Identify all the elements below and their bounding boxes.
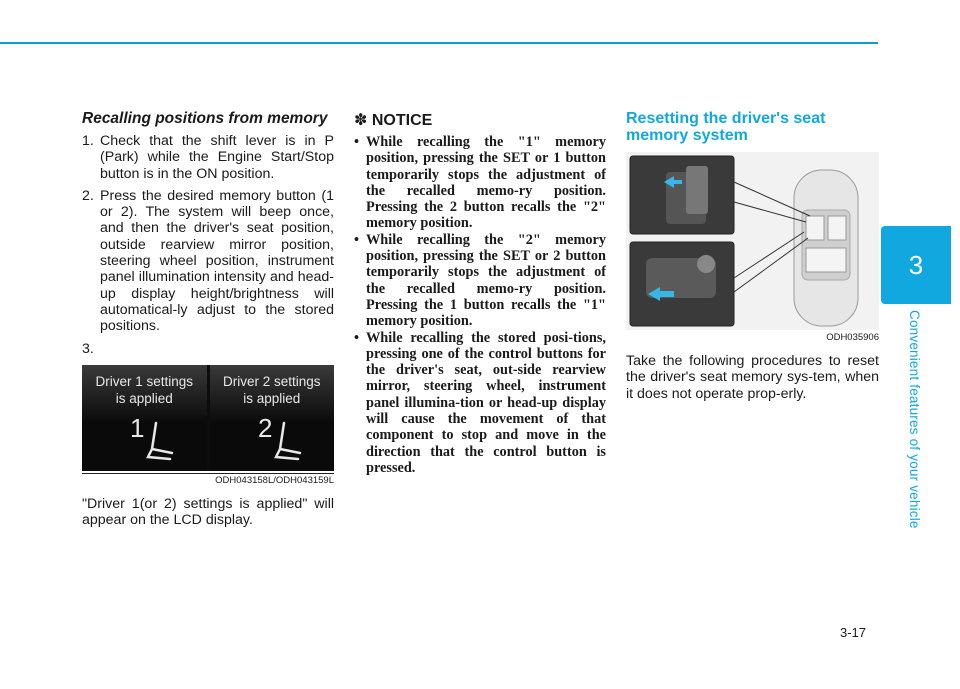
lcd-display-image: [82, 365, 334, 471]
reset-description: Take the following procedures to reset the driver's seat memory sys-tem, when it does not operate prop-erly.: [626, 353, 879, 402]
lcd-description: "Driver 1(or 2) settings is applied" will appear on the LCD display.: [82, 495, 334, 529]
step-3: 3.: [82, 340, 94, 357]
lcd-panel-driver-2: Driver 2 settings is applied 2: [210, 365, 335, 471]
chapter-number: 3: [908, 249, 924, 280]
lcd-panel-driver-1: Driver 1 settings is applied 1: [82, 365, 207, 471]
page-number: 3-17: [840, 625, 867, 640]
svg-text:1: 1: [130, 414, 145, 443]
recall-heading: Recalling positions from memory: [82, 110, 328, 127]
step-2: 2. Press the desired memory button (1 or 2). The system will beep once, and then the driver's seat position, outside rearview mirror position, steering wheel position, instrument panel illumination intensity and head-up display height/brightness will automatical-ly adjust to the stored positions.: [82, 187, 334, 335]
reset-heading: Resetting the driver's seat memory system: [626, 110, 826, 144]
column-notice: [354, 110, 606, 476]
notice-heading: ✽ NOTICE: [354, 112, 433, 129]
seat-memory-1-icon: [126, 415, 186, 463]
column-recall: [82, 110, 334, 534]
seat-memory-figure: [626, 152, 879, 330]
car-door-controls-illustration: [626, 152, 879, 330]
notice-list: [354, 134, 606, 476]
column-reset: [626, 110, 879, 408]
notice-item: • While recalling the "2" memory position, pressing the SET or 2 button temporarily stops the adjustment of the recalled memo-ry position. Pressing the 1 button recalls the "1" memory position.: [354, 231, 606, 330]
notice-item: • While recalling the stored posi-tions, pressing one of the control buttons for the driver's seat, out-side rearview mirror, steering wheel, instrument panel illumina-tion or head-up display will cause the movement of that component to stop and move in the direction that the control button is pressed.: [354, 329, 606, 476]
chapter-label: Convenient features of your vehicle: [907, 310, 922, 529]
lcd-image-code: ODH043158L/ODH043159L: [82, 473, 334, 486]
top-rule: [0, 42, 878, 44]
seat-memory-2-icon: [254, 415, 314, 463]
chapter-tab: [881, 226, 951, 304]
notice-item: • While recalling the "1" memory position, pressing the SET or 1 button temporarily stops the adjustment of the recalled memo-ry position. Pressing the 2 button recalls the "2" memory position.: [354, 134, 606, 232]
svg-text:2: 2: [257, 414, 272, 443]
step-1: 1. Check that the shift lever is in P (Park) while the Engine Start/Stop button is in the ON position.: [82, 133, 334, 182]
figure-code: ODH035906: [826, 332, 879, 343]
